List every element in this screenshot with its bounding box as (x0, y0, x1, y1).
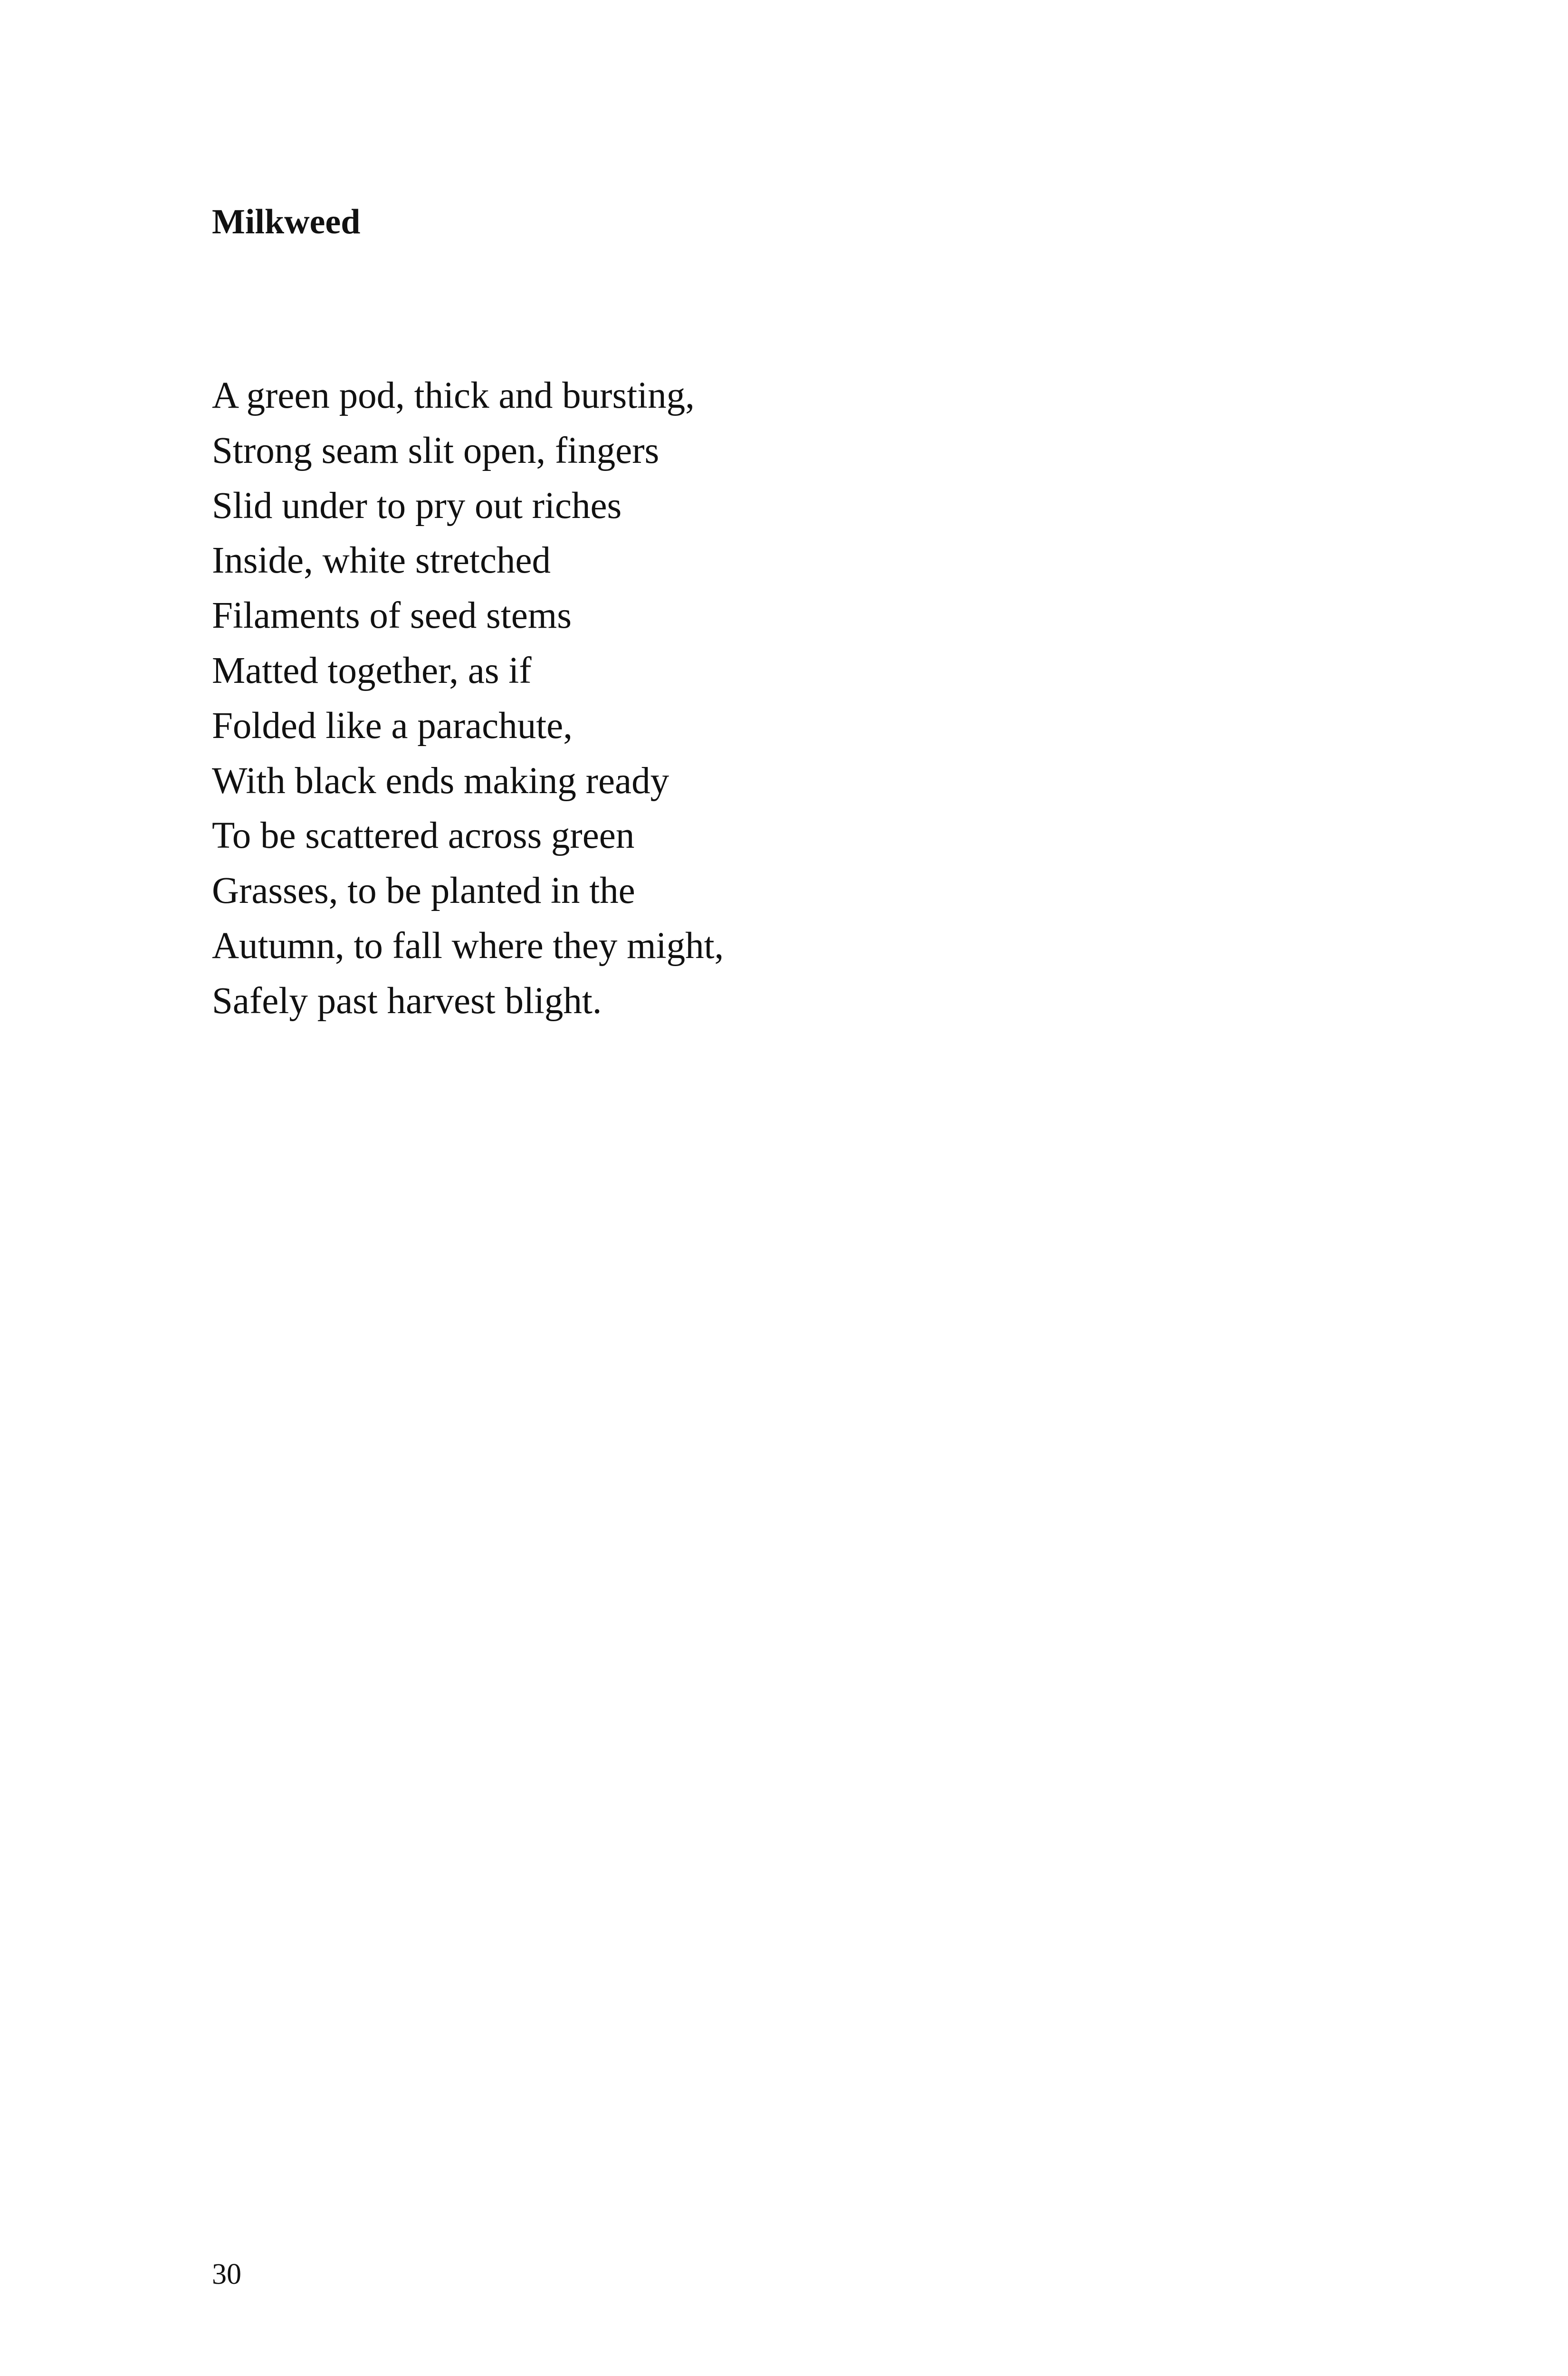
poem-body (212, 368, 724, 1029)
poem-line: Folded like a parachute, (212, 705, 573, 747)
poem-title: Milkweed (212, 202, 361, 241)
poem-line: Filaments of seed stems (212, 595, 572, 637)
poem-line: Safely past harvest blight. (212, 980, 602, 1022)
poem-line: Autumn, to fall where they might, (212, 925, 724, 967)
poem-line: Grasses, to be planted in the (212, 870, 635, 912)
page-number: 30 (212, 2258, 241, 2290)
poem-line: With black ends making ready (212, 760, 669, 802)
poem-line: A green pod, thick and bursting, (212, 375, 695, 416)
poem-line: Inside, white stretched (212, 540, 551, 582)
poem-line: To be scattered across green (212, 815, 635, 857)
poem-line: Matted together, as if (212, 650, 532, 691)
poem-line: Slid under to pry out riches (212, 485, 622, 527)
poem-line: Strong seam slit open, fingers (212, 430, 660, 471)
